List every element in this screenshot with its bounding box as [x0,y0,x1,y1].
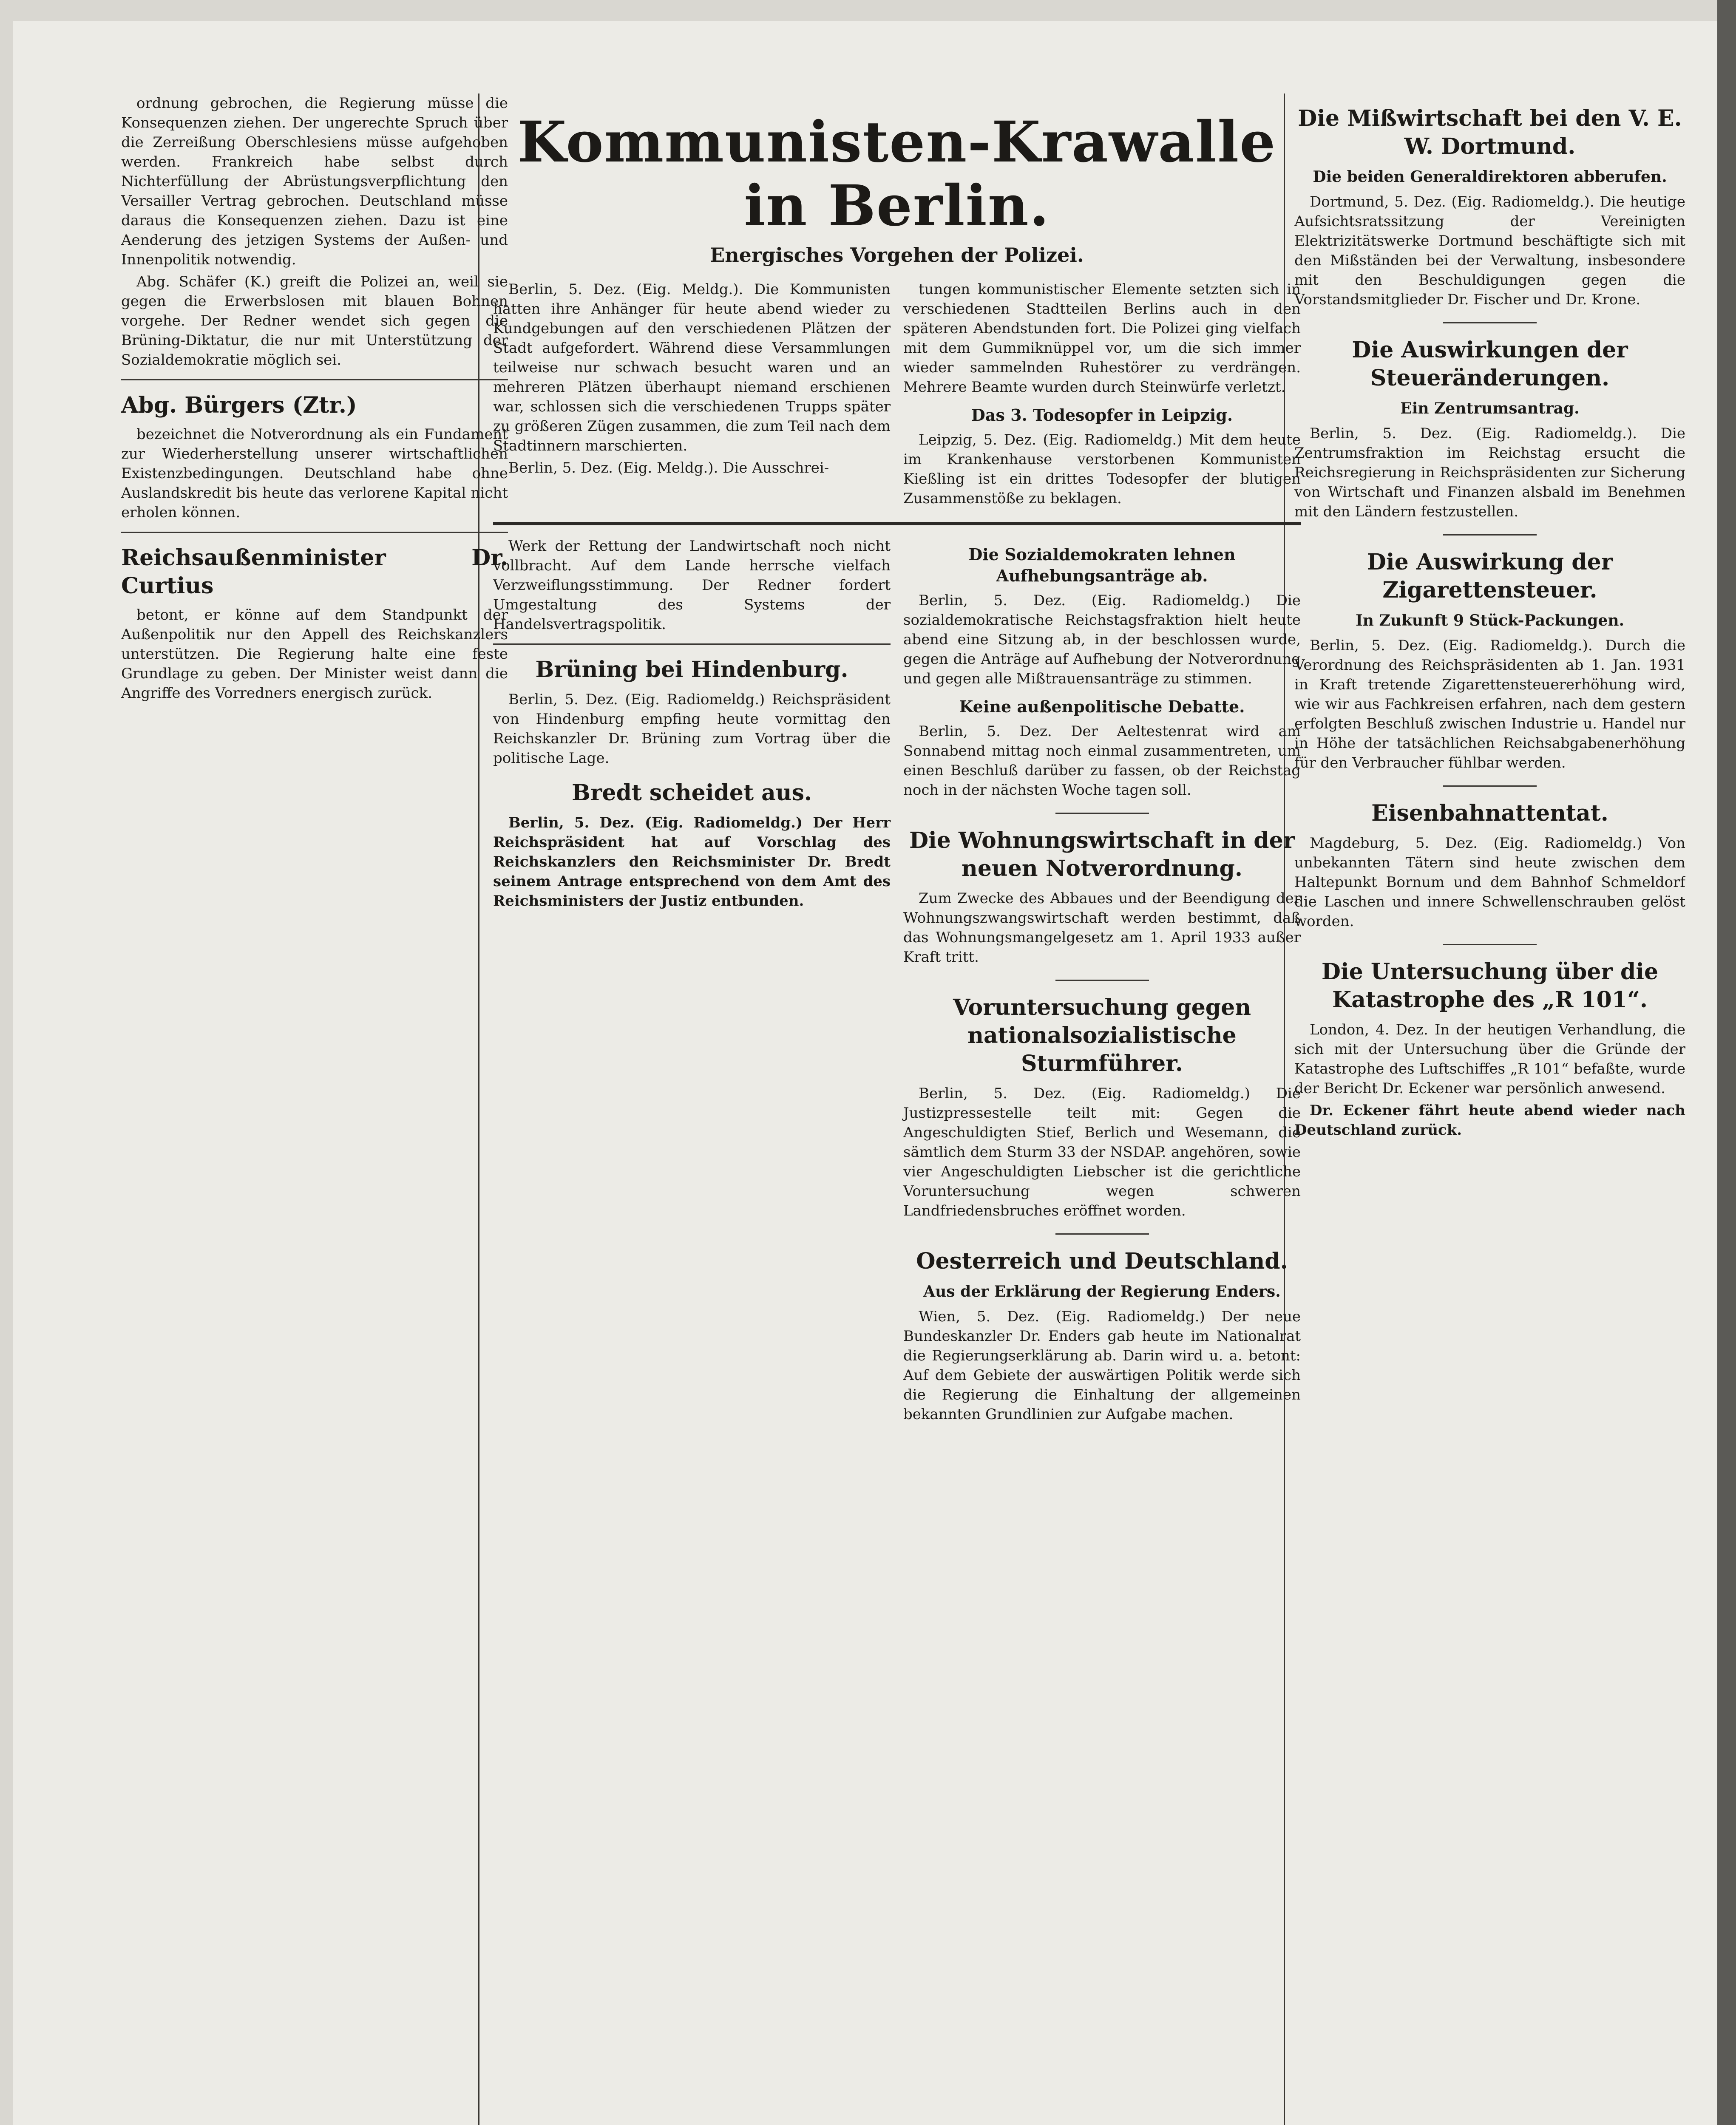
column-left [121,94,508,2125]
lead-left-text: Berlin, 5. Dez. (Eig. Meldg.). Die Kommunisten hatten ihre Anhänger für heute abend wieder zu Kundgebungen auf den verschiedenen Plätzen der Stadt aufgefordert. Während diese Versammlungen teilweise nur schwach besucht waren und an mehreren Plätzen überhaupt niemand erschienen war, schlossen sich die verschiedenen Trupps später zu größeren Zügen zusammen, die zum Teil nach dem Stadtinnern marschierten. [493,281,891,454]
heading-attentat: Eisenbahnattentat. [1371,800,1608,826]
divider [1055,980,1149,981]
heading-wohnungswirtschaft: Die Wohnungswirtschaft in der neuen Notverordnung. [909,827,1295,881]
article-landwirtschaft: Werk der Rettung der Landwirtschaft noch nicht vollbracht. Auf dem Lande herrsche vielfach Verzweiflungsstimmung. Der Redner fordert Umgestaltung des Systems der Handelsvertragspolitik. [493,538,891,633]
newspaper-page [13,21,1717,2125]
article-schaefer: Abg. Schäfer (K.) greift die Polizei an, weil sie gegen die Erwerbslosen mit blauen Bohnen vorgehe. Der Redner wendet sich gegen die Brüning-Diktatur, die nur mit Unterstützung der Sozialdemokratie möglich sei. [121,273,508,368]
dek-oesterreich: Aus der Erklärung der Regierung Enders. [923,1283,1281,1300]
masthead-title: Kommunisten-Krawalle in Berlin. [517,109,1276,239]
divider [1443,322,1537,323]
article-r101-end: Dr. Eckener fährt heute abend wieder nach Deutschland zurück. [1294,1102,1685,1139]
divider [121,379,508,380]
divider [1443,944,1537,945]
article-r101: London, 4. Dez. In der heutigen Verhandlung, die sich mit der Untersuchung über die Gründe der Katastrophe des Luftschiffes „R 101“ befaßte, wurde der Bericht Dr. Eckener war persönlich anwesend. [1294,1021,1685,1097]
divider [1055,1233,1149,1235]
article-leipzig: Leipzig, 5. Dez. (Eig. Radiomeldg.) Mit dem heute im Krankenhause verstorbenen Kommunisten Kießling ist ein drittes Todesopfer der blutigen Zusammenstöße zu beklagen. [903,431,1301,507]
section-divider [493,522,1301,525]
dek-zigaretten: In Zukunft 9 Stück-Packungen. [1355,612,1625,629]
article-sturmfuehrer: Berlin, 5. Dez. (Eig. Radiomeldg.) Die Justizpressestelle teilt mit: Gegen die Angeschuldigten Stief, Berlich und Wesemann, die sämtlich dem Sturm 33 der NSDAP. angehören, sowie vier Angeschuldigten Liebscher ist die gerichtliche Voruntersuchung wegen schweren Landfriedensbruches eröffnet worden. [903,1085,1301,1219]
divider [493,643,891,645]
heading-zigaretten: Die Auswirkung der Zigarettensteuer. [1367,549,1613,603]
divider [1055,813,1149,814]
heading-dortmund: Die Mißwirtschaft bei den V. E. W. Dortmund. [1298,105,1682,159]
heading-steuer: Die Auswirkungen der Steueränderungen. [1352,337,1628,391]
article-intro: ordnung gebrochen, die Regierung müsse die Konsequenzen ziehen. Der ungerechte Spruch über die Zerreißung Oberschlesiens müsse aufgehoben werden. Frankreich habe selbst durch Nichterfüllung der Abrüstungsverpflichtung den Versailler Vertrag gebrochen. Deutschland müsse daraus die Konsequenzen ziehen. Dazu ist eine Aenderung des jetzigen Systems der Außen- und Innenpolitik notwendig. [121,95,508,268]
article-sozialdemokraten: Berlin, 5. Dez. (Eig. Radiomeldg.) Die sozialdemokratische Reichstagsfraktion hielt heute abend eine Sitzung ab, in der beschlossen wurde, gegen die Anträge auf Aufhebung der Notverordnung und gegen alle Mißtrauensanträge zu stimmen. [903,592,1301,687]
article-wohnungswirtschaft: Zum Zwecke des Abbaues und der Beendigung der Wohnungszwangswirtschaft werden bestimmt, daß das Wohnungsmangelgesetz am 1. April 1933 außer Kraft tritt. [903,890,1301,966]
lead-right-text: tungen kommunistischer Elemente setzten sich in verschiedenen Stadtteilen Berlins auch in den späteren Abendstunden fort. Die Polizei ging vielfach mit dem Gummiknüppel vor, um die sich immer wieder sammelnden Ruhestörer zu verdrängen. Mehrere Beamte wurden durch Steinwürfe verletzt. [903,281,1301,396]
heading-sozialdemokraten: Die Sozialdemokraten lehnen Aufhebungsanträge ab. [968,545,1236,585]
article-buergers: bezeichnet die Notverordnung als ein Fundament zur Wiederherstellung unserer wirtschaftlichen Existenzbedingungen. Deutschland habe ohne Auslandskredit bis heute das verlorene Kapital nicht erholen können. [121,426,508,521]
heading-bredt: Bredt scheidet aus. [572,780,812,806]
dek-steuer: Ein Zentrumsantrag. [1400,400,1580,417]
column-right [1294,94,1685,2125]
article-steuer: Berlin, 5. Dez. (Eig. Radiomeldg.). Die Zentrumsfraktion im Reichstag ersucht die Reichsregierung in Reichspräsidenten zur Sicherung von Wirtschaft und Finanzen alsbald im Benehmen mit den Ländern festzustellen. [1294,425,1685,520]
lead-article [493,280,1301,511]
lower-section [493,536,1301,1427]
article-dortmund: Dortmund, 5. Dez. (Eig. Radiomeldg.). Die heutige Aufsichtsratssitzung der Vereinigten Elektrizitätswerke Dortmund beschäftigte sich mit den Mißständen bei der Verwaltung, insbesondere mit den Beschuldigungen gegen die Vorstandsmitglieder Dr. Fischer und Dr. Krone. [1294,193,1685,308]
divider [1443,785,1537,787]
heading-r101: Die Untersuchung über die Katastrophe des „R 101“. [1321,959,1659,1013]
binding-edge [1717,0,1736,2125]
dateline-a: Berlin, 5. Dez. (Eig. Meldg.). Die Ausschrei- [508,459,829,476]
article-zigaretten: Berlin, 5. Dez. (Eig. Radiomeldg.). Durch die Verordnung des Reichspräsidenten ab 1. Jan. 1931 in Kraft tretende Zigarettensteuererhöhung wird, wie wir aus Fachkreisen erfahren, nach dem gestern erfolgten Beschluß zwischen Industrie u. Handel nur in Höhe der tatsächlichen Reichsabgabenerhöhung für den Verbraucher fühlbar werden. [1294,637,1685,771]
masthead-dek: Energisches Vorgehen der Polizei. [710,244,1084,266]
column-center [493,94,1301,2125]
article-attentat: Magdeburg, 5. Dez. (Eig. Radiomeldg.) Von unbekannten Tätern sind heute zwischen dem Haltepunkt Bornum und dem Bahnhof Schmeldorf die Laschen und innere Schwellenschrauben gelöst worden. [1294,835,1685,930]
article-bredt: Berlin, 5. Dez. (Eig. Radiomeldg.) Der Herr Reichspräsident hat auf Vorschlag des Reichskanzlers den Reichsminister Dr. Bredt seinem Antrage entsprechend von dem Amt des Reichsministers der Justiz entbunden. [493,814,891,910]
dek-dortmund: Die beiden Generaldirektoren abberufen. [1313,168,1667,186]
heading-buergers: Abg. Bürgers (Ztr.) [121,392,357,418]
article-oesterreich: Wien, 5. Dez. (Eig. Radiomeldg.) Der neue Bundeskanzler Dr. Enders gab heute im Nationalrat die Regierungserklärung ab. Darin wird u. a. betont: Auf dem Gebiete der auswärtigen Politik werde sich die Regierung die Einhaltung der allgemeinen bekannten Grundlinien zur Aufgabe machen. [903,1308,1301,1423]
divider [121,532,508,533]
heading-aussenpolitik: Keine außenpolitische Debatte. [959,697,1245,716]
article-curtius: betont, er könne auf dem Standpunkt der Außenpolitik nur den Appell des Reichskanzlers unterstützen. Die Regierung halte eine feste Grundlage zu geben. Der Minister weist dann die Angriffe des Vorredners energisch zurück. [121,606,508,702]
article-bruening: Berlin, 5. Dez. (Eig. Radiomeldg.) Reichspräsident von Hindenburg empfing heute vormittag den Reichskanzler Dr. Brüning zum Vortrag über die politische Lage. [493,691,891,767]
divider [1443,534,1537,536]
heading-sturmfuehrer: Voruntersuchung gegen nationalsozialistische Sturmführer. [953,994,1251,1077]
heading-bruening: Brüning bei Hindenburg. [535,657,848,683]
heading-leipzig: Das 3. Todesopfer in Leipzig. [971,405,1233,425]
article-aussenpolitik: Berlin, 5. Dez. Der Aeltestenrat wird am Sonnabend mittag noch einmal zusammentreten, um einen Beschluß darüber zu fassen, ob der Reichstag noch in der nächsten Woche tagen soll. [903,723,1301,799]
heading-oesterreich: Oesterreich und Deutschland. [916,1248,1288,1274]
heading-curtius: Reichsaußenminister Dr. Curtius [121,545,508,599]
